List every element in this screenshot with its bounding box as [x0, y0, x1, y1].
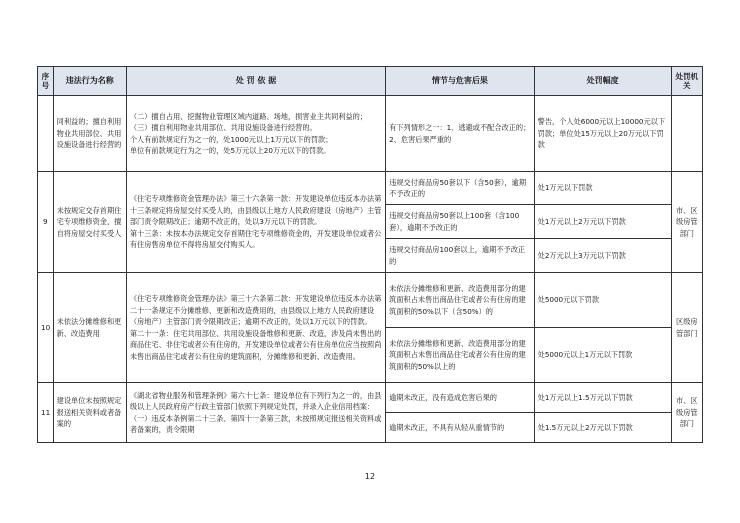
- basis-cell: [126, 273, 385, 383]
- basis-line: （二）擅自占用、挖掘物业管理区域内道路、场地，损害业主共同利益的；: [129, 111, 368, 121]
- row-no: 10: [38, 273, 54, 383]
- act-cell: 未按规定交存首期住宅专项维修资金，擅自将房屋交付买受人: [53, 172, 126, 273]
- basis-line: 个人有前款规定行为之一的，处1000元以上1万元以下的罚款；: [129, 134, 333, 144]
- range-cell: 处5000元以上1万元以下罚款: [534, 328, 671, 383]
- header-circumstance: 情节与危害后果: [386, 67, 534, 96]
- header-no: 序号: [38, 67, 54, 96]
- row-no: 11: [38, 383, 54, 443]
- circumstance-cell: 违规交付商品房50套以下（含50套），逾期不予改正的: [386, 172, 534, 205]
- penalty-table: [37, 66, 703, 443]
- organ-cell: 市、区级房管部门: [671, 383, 702, 443]
- basis-line: 《住宅专项维修资金管理办法》第三十六条第一款：开发建设单位违反本办法第十三条规定将房屋交付买受人的，由县级以上地方人民政府建设（房地产）主管部门责令限期改正；逾期不改正的，处以3万元以下的罚款。: [129, 194, 382, 227]
- basis-line: （三）擅自利用物业共用部位、共用设施设备进行经营的。: [129, 123, 317, 132]
- table-header-row: [38, 67, 703, 96]
- table-row: [38, 172, 703, 205]
- act-cell: 建设单位未按照规定报送相关资料或者备案的: [53, 383, 126, 443]
- basis-line: 第十三条：未按本办法规定交存首期住宅专项维修资金的，开发建设单位或者公有住房售房单位不得将房屋交付购买人。: [129, 228, 382, 250]
- circumstance-cell: 未依法分摊维修和更新、改造费用部分的建筑面积占未售出商品住宅或者公有住房的建筑面积的50%以下（含50%）的: [386, 273, 534, 328]
- basis-cell: [126, 172, 385, 273]
- range-cell: 处5000元以下罚款: [534, 273, 671, 328]
- header-act: 违法行为名称: [53, 67, 126, 96]
- organ-cell: 区级房管部门: [671, 273, 702, 383]
- basis-line: 第二十一条：住宅共用部位、共用设施设备维修和更新、改造，涉及尚未售出的商品住宅、非住宅或者公有住房的，开发建设单位或者公有住房单位应当按照尚未售出商品住宅或者公有住房的建筑面积，分摊维修和更新、改造费用。: [129, 328, 382, 361]
- organ-cell: [671, 96, 702, 172]
- row-no: [38, 96, 54, 172]
- range-cell: 处2万元以上3万元以下罚款: [534, 239, 671, 273]
- header-range: 处罚幅度: [534, 67, 671, 96]
- page-number: 12: [364, 472, 376, 481]
- basis-line: 单位有前款规定行为之一的，处5万元以上20万元以下的罚款。: [129, 146, 331, 155]
- act-cell: 未依法分摊维修和更新、改造费用: [53, 273, 126, 383]
- row-no: 9: [38, 172, 54, 273]
- basis-cell: 《湖北省物业服务和管理条例》第六十七条：建设单位有下列行为之一的，由县级以上人民政府房产行政主管部门依照下列规定处罚，并录入企业信用档案：（一）违反本条例第二十三条、第四十一条第三款，未按照规定报送相关资料或者备案的，责令限期: [126, 383, 385, 443]
- organ-cell: 市、区级房管部门: [671, 172, 702, 273]
- table-row: [38, 383, 703, 413]
- basis-cell: [126, 96, 385, 172]
- circumstance-cell: 未依法分摊维修和更新、改造费用部分的建筑面积占未售出商品住宅或者公有住房的建筑面积的50%以上的: [386, 328, 534, 383]
- table-row: [38, 273, 703, 328]
- circumstance-cell: 违规交付商品房100套以上，逾期不予改正的: [386, 239, 534, 273]
- range-cell: 警告，个人处6000元以上10000元以下罚款；单位处15万元以上20万元以下罚款: [534, 96, 671, 172]
- circumstance-cell: 逾期未改正，没有造成危害后果的: [386, 383, 534, 413]
- circumstance-cell: 违规交付商品房50套以上100套（含100套），逾期不予改正的: [386, 205, 534, 239]
- range-cell: 处1万元以下罚款: [534, 172, 671, 205]
- circumstance-cell: 有下列情形之一：1、逃避或不配合改正的；2、危害后果严重的: [386, 96, 534, 172]
- basis-line: 《住宅专项维修资金管理办法》第三十六条第二款：开发建设单位违反本办法第二十一条规定不分摊维修、更新和改造费用的，由县级以上地方人民政府建设（房地产）主管部门责令限期改正；逾期不改正的，处以1万元以下的罚款。: [129, 294, 382, 326]
- circumstance-cell: 逾期未改正，不具有从轻从重情节的: [386, 413, 534, 443]
- range-cell: 处1万元以上1.5万元以下罚款: [534, 383, 671, 413]
- table-row: [38, 96, 703, 172]
- act-cell: 同利益的；擅自利用物业共用部位、共用设施设备进行经营的: [53, 96, 126, 172]
- range-cell: 处1万元以上2万元以下罚款: [534, 205, 671, 239]
- range-cell: 处1.5万元以上2万元以下罚款: [534, 413, 671, 443]
- header-organ: 处罚机关: [671, 67, 702, 96]
- header-basis: 处 罚 依 据: [126, 67, 385, 96]
